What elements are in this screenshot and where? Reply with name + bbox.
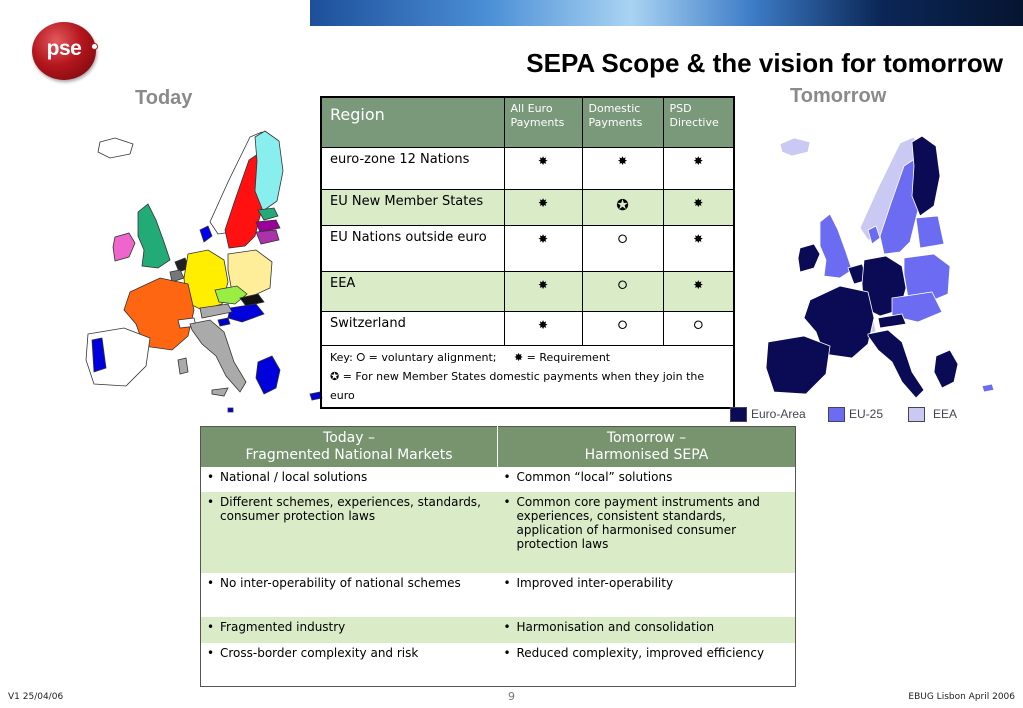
today-cell: • Different schemes, experiences, standards, consumer protection laws	[201, 492, 498, 573]
today-text: Fragmented industry	[220, 620, 346, 635]
map-greece	[256, 356, 280, 394]
requirement-cell: ✸	[582, 147, 663, 189]
europe-map-tomorrow	[760, 118, 1000, 398]
header-tomorrow-line1: Tomorrow –	[606, 429, 687, 446]
header-today	[201, 427, 498, 467]
pse-logo	[32, 22, 96, 80]
key-line-1: Key: ⭘ = voluntary alignment; ✸ = Requirement	[330, 350, 611, 364]
tomorrow-cell: • Common “local” solutions	[503, 469, 673, 484]
key-line-2: ✪ = For new Member States domestic payments when they join the euro	[330, 369, 705, 402]
legend-euro-area	[730, 406, 806, 422]
header-today-line2: Fragmented National Markets	[245, 446, 453, 463]
today-cell: • No inter-operability of national schemes	[207, 576, 461, 591]
map-denmark	[200, 226, 212, 242]
map-finland	[912, 136, 940, 216]
table-row	[201, 643, 796, 686]
region-cell: EEA	[321, 271, 504, 311]
logo-text: pse	[46, 37, 82, 60]
tomorrow-cell: • Harmonisation and consolidation	[498, 617, 796, 643]
requirement-cell: ✸	[504, 189, 582, 225]
map-uk	[138, 204, 170, 268]
map-greece	[934, 350, 958, 388]
region-cell: EU Nations outside euro	[321, 225, 504, 271]
footer-version: V1 25/04/06	[8, 692, 64, 702]
requirement-cell: ✸	[663, 225, 734, 271]
table-row	[321, 225, 734, 271]
region-cell: euro-zone 12 Nations	[321, 147, 504, 189]
map-iceland	[780, 138, 810, 156]
tomorrow-cell: • Common core payment instruments and experiences, consistent standards, application of harmonised consumer protection laws	[498, 492, 796, 573]
map-italy	[190, 320, 246, 392]
map-malta	[228, 408, 233, 412]
region-cell: EU New Member States	[321, 189, 504, 225]
tomorrow-cell: • Improved inter-operability	[503, 576, 674, 591]
tomorrow-text: Improved inter-operability	[516, 576, 674, 591]
table-row	[321, 311, 734, 345]
today-cell: • Fragmented industry	[201, 617, 498, 643]
map-estonia	[258, 208, 278, 220]
table-key-row	[321, 345, 734, 408]
map-italy	[868, 330, 924, 398]
header-banner	[310, 0, 1023, 26]
header-tomorrow-line2: Harmonised SEPA	[584, 446, 709, 463]
requirement-cell: ✸	[504, 225, 582, 271]
tomorrow-text: Common “local” solutions	[516, 469, 673, 484]
col-header-domestic: Domestic Payments	[582, 97, 663, 147]
legend-swatch	[908, 407, 925, 422]
today-text: Cross-border complexity and risk	[220, 646, 419, 661]
requirement-cell: ✸	[663, 147, 734, 189]
header-today-line1: Today –	[323, 429, 375, 446]
map-austria	[878, 314, 906, 328]
legend-eea	[908, 406, 957, 422]
map-ireland	[113, 233, 135, 261]
table-key	[321, 345, 734, 408]
table-header-row	[321, 97, 734, 147]
map-spain	[766, 336, 830, 394]
table-row	[201, 492, 796, 573]
comparison-header-row	[201, 427, 796, 467]
requirement-cell: ✸	[663, 189, 734, 225]
slide-title: SEPA Scope & the vision for tomorrow	[526, 48, 1003, 78]
map-sardinia	[178, 358, 188, 374]
today-text: National / local solutions	[220, 469, 368, 484]
legend-label: EU-25	[849, 407, 884, 421]
requirement-cell: ⭘	[582, 271, 663, 311]
requirement-cell: ⭘	[663, 311, 734, 345]
map-baltics	[916, 216, 944, 248]
today-text: No inter-operability of national schemes	[220, 576, 461, 591]
map-ireland	[798, 244, 820, 272]
table-row	[321, 147, 734, 189]
col-header-all-euro: All Euro Payments	[504, 97, 582, 147]
requirement-cell: ✸	[663, 271, 734, 311]
map-hungary	[228, 304, 264, 322]
map-finland	[255, 131, 283, 211]
tomorrow-text: Common core payment instruments and experiences, consistent standards, application of harmonised consumer protection laws	[516, 494, 760, 551]
table-row	[201, 467, 796, 492]
col-header-psd: PSD Directive	[663, 97, 734, 147]
today-cell: • National / local solutions	[207, 469, 368, 484]
map-sicily	[212, 388, 228, 396]
table-row	[201, 617, 796, 643]
region-cell: Switzerland	[321, 311, 504, 345]
map-lithuania	[256, 230, 279, 244]
table-row	[201, 573, 796, 617]
page-number: 9	[508, 690, 515, 703]
map-uk	[820, 214, 852, 278]
legend-swatch	[730, 407, 747, 422]
legend-label: EEA	[933, 407, 958, 421]
legend-swatch	[828, 407, 845, 422]
requirement-cell: ⭘	[582, 225, 663, 271]
legend-eu25	[828, 406, 883, 422]
comparison-table	[200, 426, 796, 687]
today-label: Today	[135, 87, 193, 109]
tomorrow-text: Reduced complexity, improved efficiency	[516, 646, 765, 661]
map-iceland	[98, 138, 133, 158]
table-row	[321, 189, 734, 225]
tomorrow-text: Harmonisation and consolidation	[516, 620, 715, 635]
requirement-cell: ✸	[504, 147, 582, 189]
requirement-cell: ⭘	[582, 311, 663, 345]
map-slovenia	[218, 318, 230, 326]
tomorrow-label: Tomorrow	[790, 85, 887, 107]
footer-event: EBUG Lisbon April 2006	[908, 692, 1015, 702]
table-row	[321, 271, 734, 311]
requirement-cell: ✸	[504, 311, 582, 345]
today-cell: • Cross-border complexity and risk	[207, 646, 419, 661]
legend-label: Euro-Area	[751, 407, 806, 421]
requirement-cell: ✸	[504, 271, 582, 311]
header-tomorrow	[498, 427, 796, 467]
map-cyprus	[982, 384, 994, 392]
sepa-scope-table	[320, 96, 735, 409]
tomorrow-cell: • Reduced complexity, improved efficiency	[503, 646, 765, 661]
logo-dot	[91, 43, 98, 50]
today-text: Different schemes, experiences, standards, consumer protection laws	[220, 494, 481, 523]
requirement-cell: ✪	[582, 189, 663, 225]
europe-map-today	[50, 112, 340, 452]
col-header-region: Region	[321, 97, 504, 147]
